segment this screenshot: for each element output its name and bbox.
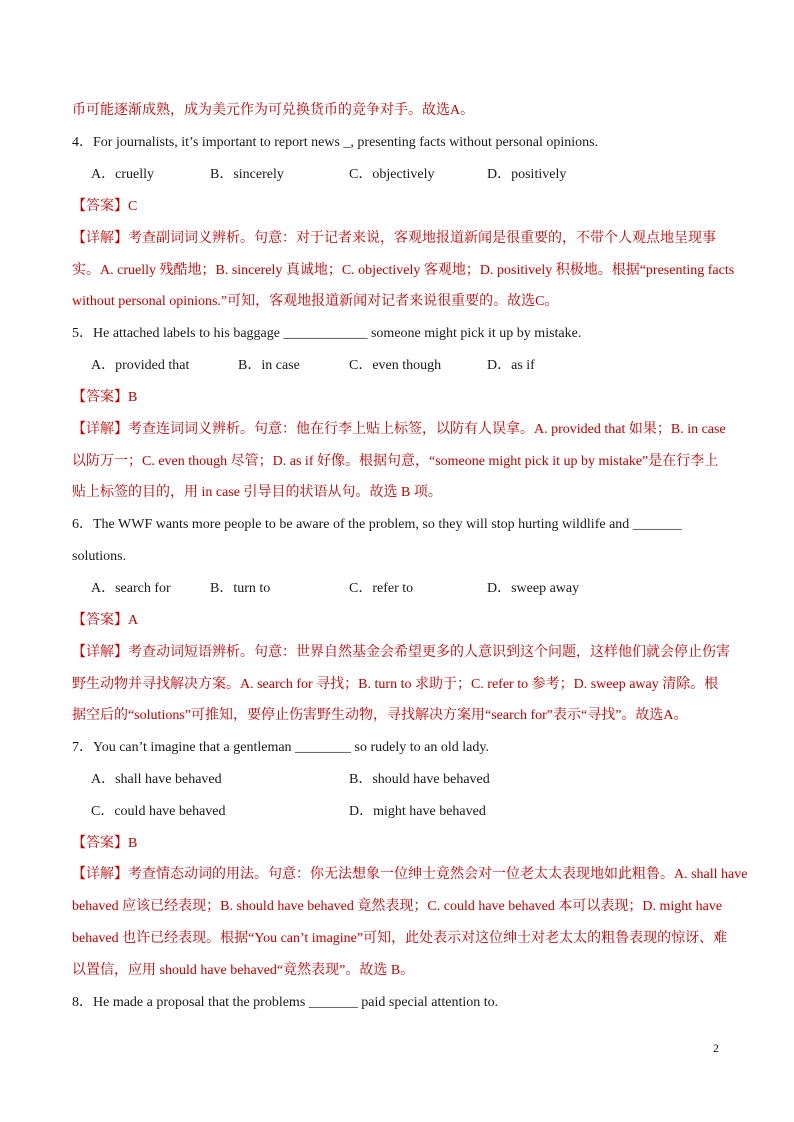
q7-option-b: B．should have behaved xyxy=(349,772,490,787)
q5-option-d: D．as if xyxy=(487,358,535,373)
q4-option-d: D．positively xyxy=(487,167,567,182)
question-8: 8．He made a proposal that the problems _______ paid special attention to. xyxy=(72,995,499,1010)
q7-explanation-1: 【详解】考查情态动词的用法。句意：你无法想象一位绅士竟然会对一位老太太表现地如此粗鲁。A. shall have xyxy=(72,867,748,882)
q5-explanation-1: 【详解】考查连词词义辨析。句意：他在行李上贴上标签，以防有人误拿。A. provided that 如果；B. in case xyxy=(72,422,726,437)
question-6-line-2: solutions. xyxy=(72,549,127,564)
question-7: 7．You can’t imagine that a gentleman ________ so rudely to an old lady. xyxy=(72,740,489,755)
question-6-line-1: 6．The WWF wants more people to be aware of the problem, so they will stop hurting wildlife and _______ xyxy=(72,517,682,532)
q6-option-a: A．search for xyxy=(91,581,171,596)
q7-explanation-2: behaved 应该已经表现；B. should have behaved 竟然表现；C. could have behaved 本可以表现；D. might have xyxy=(72,899,723,914)
q4-answer: 【答案】C xyxy=(72,199,138,214)
explanation-continuation: 币可能逐渐成熟，成为美元作为可兑换货币的竞争对手。故选A。 xyxy=(72,103,475,118)
q6-explanation-2: 野生动物并寻找解决方案。A. search for 寻找；B. turn to 求助于；C. refer to 参考；D. sweep away 清除。根 xyxy=(72,677,719,692)
q7-explanation-3: behaved 也许已经表现。根据“You can’t imagine”可知，此处表示对这位绅士对老太太的粗鲁表现的惊讶、难 xyxy=(72,931,728,946)
question-5: 5．He attached labels to his baggage ____________ someone might pick it up by mistake. xyxy=(72,326,582,341)
q4-explanation-2: 实。A. cruelly 残酷地；B. sincerely 真诚地；C. objectively 客观地；D. positively 积极地。根据“presenting facts xyxy=(72,263,735,278)
q6-option-b: B．turn to xyxy=(210,581,271,596)
q6-option-c: C．refer to xyxy=(349,581,414,596)
q6-explanation-3: 据空后的“solutions”可推知，要停止伤害野生动物，寻找解决方案用“search for”表示“寻找”。故选A。 xyxy=(72,708,688,723)
q4-option-c: C．objectively xyxy=(349,167,435,182)
q5-option-a: A．provided that xyxy=(91,358,190,373)
q4-explanation-3: without personal opinions.”可知，客观地报道新闻对记者来说很重要的。故选C。 xyxy=(72,294,559,309)
q7-explanation-4: 以置信，应用 should have behaved“竟然表现”。故选 B。 xyxy=(72,963,415,978)
q5-option-b: B．in case xyxy=(238,358,300,373)
q7-answer: 【答案】B xyxy=(72,836,138,851)
q6-explanation-1: 【详解】考查动词短语辨析。句意：世界自然基金会希望更多的人意识到这个问题，这样他们就会停止伤害 xyxy=(72,645,730,660)
q6-option-d: D．sweep away xyxy=(487,581,580,596)
q4-option-a: A．cruelly xyxy=(91,167,154,182)
question-4: 4．For journalists, it’s important to report news _, presenting facts without personal opinions. xyxy=(72,135,599,150)
page-number: 2 xyxy=(713,1041,719,1055)
q4-explanation-1: 【详解】考查副词词义辨析。句意：对于记者来说，客观地报道新闻是很重要的，不带个人观点地呈现事 xyxy=(72,231,716,246)
q5-explanation-2: 以防万一；C. even though 尽管；D. as if 好像。根据句意，“someone might pick it up by mistake”是在行李上 xyxy=(72,454,719,469)
q6-answer: 【答案】A xyxy=(72,613,139,628)
q5-answer: 【答案】B xyxy=(72,390,138,405)
q7-option-a: A．shall have behaved xyxy=(91,772,222,787)
q7-option-c: C．could have behaved xyxy=(91,804,226,819)
q7-option-d: D．might have behaved xyxy=(349,804,486,819)
q5-option-c: C．even though xyxy=(349,358,442,373)
q4-option-b: B．sincerely xyxy=(210,167,284,182)
q5-explanation-3: 贴上标签的目的，用 in case 引导目的状语从句。故选 B 项。 xyxy=(72,485,442,500)
